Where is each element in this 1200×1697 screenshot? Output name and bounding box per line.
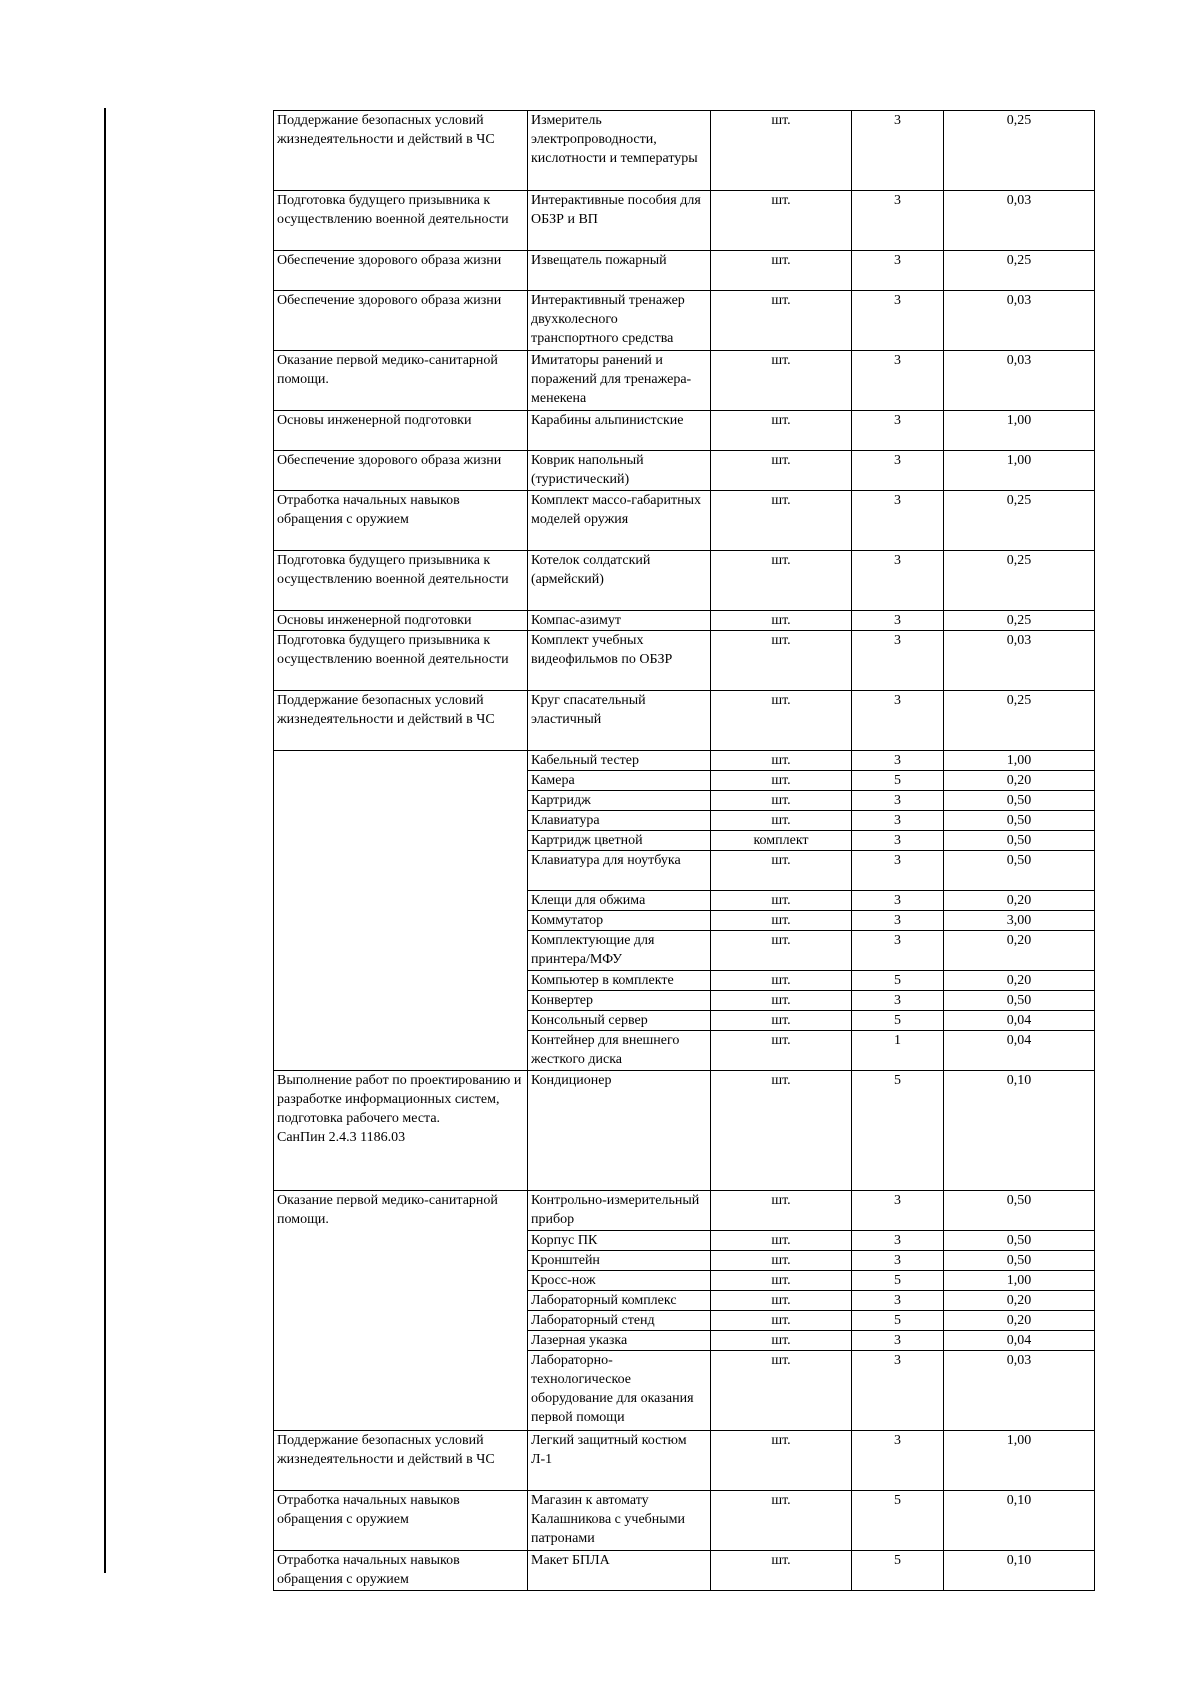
value-cell: 0,20	[944, 771, 1095, 791]
topic-cell: Подготовка будущего призывника к осуществлению военной деятельности	[274, 631, 528, 691]
value-cell: 0,25	[944, 251, 1095, 291]
item-cell: Контейнер для внешнего жесткого диска	[528, 1031, 711, 1071]
value-cell: 3,00	[944, 911, 1095, 931]
item-cell: Комплект массо-габаритных моделей оружия	[528, 491, 711, 551]
item-cell: Комплект учебных видеофильмов по ОБЗР	[528, 631, 711, 691]
unit-cell: шт.	[711, 1491, 852, 1551]
topic-cell	[274, 1071, 528, 1191]
quantity-cell: 5	[852, 1071, 944, 1191]
value-cell: 0,04	[944, 1031, 1095, 1071]
unit-cell: шт.	[711, 631, 852, 691]
table-row	[274, 291, 1095, 351]
topic-cell: Обеспечение здорового образа жизни	[274, 291, 528, 351]
table-row	[274, 491, 1095, 551]
unit-cell: шт.	[711, 1071, 852, 1191]
table-row	[274, 551, 1095, 611]
quantity-cell: 5	[852, 771, 944, 791]
unit-cell: шт.	[711, 251, 852, 291]
quantity-cell: 5	[852, 1491, 944, 1551]
item-cell: Клещи для обжима	[528, 891, 711, 911]
unit-cell: шт.	[711, 111, 852, 191]
value-cell: 0,50	[944, 851, 1095, 891]
item-cell: Картридж цветной	[528, 831, 711, 851]
table-row	[274, 451, 1095, 491]
item-cell: Коммутатор	[528, 911, 711, 931]
unit-cell: шт.	[711, 971, 852, 991]
item-cell: Кондиционер	[528, 1071, 711, 1191]
value-cell: 0,10	[944, 1491, 1095, 1551]
value-cell: 0,50	[944, 831, 1095, 851]
item-cell: Легкий защитный костюм Л-1	[528, 1431, 711, 1491]
quantity-cell: 5	[852, 1271, 944, 1291]
value-cell: 0,50	[944, 811, 1095, 831]
unit-cell: шт.	[711, 1351, 852, 1431]
value-cell: 0,25	[944, 111, 1095, 191]
unit-cell: шт.	[711, 1251, 852, 1271]
table-row	[274, 191, 1095, 251]
value-cell: 0,50	[944, 791, 1095, 811]
quantity-cell: 3	[852, 991, 944, 1011]
value-cell: 0,03	[944, 631, 1095, 691]
table-row	[274, 351, 1095, 411]
value-cell: 0,04	[944, 1011, 1095, 1031]
quantity-cell: 3	[852, 891, 944, 911]
topic-cell: Поддержание безопасных условий жизнедеятельности и действий в ЧС	[274, 111, 528, 191]
value-cell: 0,50	[944, 991, 1095, 1011]
topic-cell: Основы инженерной подготовки	[274, 611, 528, 631]
value-cell: 1,00	[944, 751, 1095, 771]
value-cell: 0,20	[944, 891, 1095, 911]
topic-cell: Подготовка будущего призывника к осуществлению военной деятельности	[274, 191, 528, 251]
unit-cell: шт.	[711, 931, 852, 971]
topic-cell: Поддержание безопасных условий жизнедеятельности и действий в ЧС	[274, 691, 528, 751]
topic-cell: Оказание первой медико-санитарной помощи.	[274, 1191, 528, 1431]
value-cell: 0,25	[944, 691, 1095, 751]
item-cell: Лазерная указка	[528, 1331, 711, 1351]
table-row	[274, 1491, 1095, 1551]
unit-cell: шт.	[711, 491, 852, 551]
item-cell: Кабельный тестер	[528, 751, 711, 771]
item-cell: Лабораторный комплекс	[528, 1291, 711, 1311]
quantity-cell: 3	[852, 491, 944, 551]
topic-cell	[274, 751, 528, 1071]
value-cell: 0,20	[944, 971, 1095, 991]
quantity-cell: 3	[852, 791, 944, 811]
unit-cell: шт.	[711, 611, 852, 631]
quantity-cell: 3	[852, 411, 944, 451]
quantity-cell: 3	[852, 1431, 944, 1491]
item-cell: Комплектующие для принтера/МФУ	[528, 931, 711, 971]
table-row	[274, 1191, 1095, 1231]
topic-cell: Оказание первой медико-санитарной помощи.	[274, 351, 528, 411]
unit-cell: комплект	[711, 831, 852, 851]
equipment-table	[273, 110, 1095, 1591]
item-cell: Лабораторно-технологическое оборудование для оказания первой помощи	[528, 1351, 711, 1431]
table-row	[274, 411, 1095, 451]
item-cell: Конвертер	[528, 991, 711, 1011]
unit-cell: шт.	[711, 1031, 852, 1071]
value-cell: 0,20	[944, 1311, 1095, 1331]
unit-cell: шт.	[711, 751, 852, 771]
value-cell: 0,03	[944, 291, 1095, 351]
unit-cell: шт.	[711, 451, 852, 491]
item-cell: Интерактивные пособия для ОБЗР и ВП	[528, 191, 711, 251]
value-cell: 0,10	[944, 1551, 1095, 1591]
item-cell: Котелок солдатский (армейский)	[528, 551, 711, 611]
item-cell: Лабораторный стенд	[528, 1311, 711, 1331]
topic-cell: Основы инженерной подготовки	[274, 411, 528, 451]
value-cell: 0,50	[944, 1251, 1095, 1271]
unit-cell: шт.	[711, 291, 852, 351]
table-row	[274, 251, 1095, 291]
unit-cell: шт.	[711, 1331, 852, 1351]
unit-cell: шт.	[711, 191, 852, 251]
quantity-cell: 3	[852, 111, 944, 191]
value-cell: 0,20	[944, 1291, 1095, 1311]
unit-cell: шт.	[711, 991, 852, 1011]
topic-cell: Отработка начальных навыков обращения с оружием	[274, 491, 528, 551]
unit-cell: шт.	[711, 771, 852, 791]
unit-cell: шт.	[711, 911, 852, 931]
unit-cell: шт.	[711, 1271, 852, 1291]
table-row	[274, 751, 1095, 771]
table-row	[274, 631, 1095, 691]
item-cell: Имитаторы ранений и поражений для тренажера-менекена	[528, 351, 711, 411]
item-cell: Коврик напольный (туристический)	[528, 451, 711, 491]
value-cell: 0,20	[944, 931, 1095, 971]
item-cell: Компас-азимут	[528, 611, 711, 631]
quantity-cell: 3	[852, 251, 944, 291]
quantity-cell: 3	[852, 551, 944, 611]
value-cell: 1,00	[944, 1431, 1095, 1491]
table-row	[274, 1431, 1095, 1491]
topic-cell: Обеспечение здорового образа жизни	[274, 451, 528, 491]
value-cell: 0,50	[944, 1231, 1095, 1251]
unit-cell: шт.	[711, 1551, 852, 1591]
quantity-cell: 3	[852, 1251, 944, 1271]
quantity-cell: 3	[852, 1351, 944, 1431]
quantity-cell: 3	[852, 451, 944, 491]
topic-cell: Обеспечение здорового образа жизни	[274, 251, 528, 291]
quantity-cell: 3	[852, 351, 944, 411]
quantity-cell: 3	[852, 291, 944, 351]
quantity-cell: 3	[852, 611, 944, 631]
item-cell: Клавиатура для ноутбука	[528, 851, 711, 891]
unit-cell: шт.	[711, 1291, 852, 1311]
quantity-cell: 3	[852, 811, 944, 831]
topic-cell: Подготовка будущего призывника к осуществлению военной деятельности	[274, 551, 528, 611]
table-row	[274, 691, 1095, 751]
quantity-cell: 3	[852, 911, 944, 931]
item-cell: Корпус ПК	[528, 1231, 711, 1251]
item-cell: Контрольно-измерительный прибор	[528, 1191, 711, 1231]
unit-cell: шт.	[711, 851, 852, 891]
item-cell: Измеритель электропроводности, кислотности и температуры	[528, 111, 711, 191]
item-cell: Кронштейн	[528, 1251, 711, 1271]
quantity-cell: 3	[852, 1191, 944, 1231]
unit-cell: шт.	[711, 1191, 852, 1231]
table-row	[274, 111, 1095, 191]
item-cell: Интерактивный тренажер двухколесного транспортного средства	[528, 291, 711, 351]
unit-cell: шт.	[711, 411, 852, 451]
quantity-cell: 5	[852, 1011, 944, 1031]
quantity-cell: 1	[852, 1031, 944, 1071]
table-row	[274, 1551, 1095, 1591]
value-cell: 1,00	[944, 411, 1095, 451]
item-cell: Макет БПЛА	[528, 1551, 711, 1591]
item-cell: Кросс-нож	[528, 1271, 711, 1291]
page-margin-line	[104, 108, 106, 1573]
value-cell: 0,04	[944, 1331, 1095, 1351]
unit-cell: шт.	[711, 551, 852, 611]
value-cell: 0,25	[944, 491, 1095, 551]
item-cell: Клавиатура	[528, 811, 711, 831]
topic-cell: Отработка начальных навыков обращения с оружием	[274, 1491, 528, 1551]
unit-cell: шт.	[711, 1311, 852, 1331]
quantity-cell: 3	[852, 631, 944, 691]
topic-cell: Поддержание безопасных условий жизнедеятельности и действий в ЧС	[274, 1431, 528, 1491]
item-cell: Компьютер в комплекте	[528, 971, 711, 991]
unit-cell: шт.	[711, 791, 852, 811]
value-cell: 1,00	[944, 451, 1095, 491]
unit-cell: шт.	[711, 1011, 852, 1031]
quantity-cell: 3	[852, 1231, 944, 1251]
table-row	[274, 1071, 1095, 1191]
item-cell: Камера	[528, 771, 711, 791]
item-cell: Карабины альпинистские	[528, 411, 711, 451]
unit-cell: шт.	[711, 351, 852, 411]
value-cell: 0,03	[944, 1351, 1095, 1431]
quantity-cell: 3	[852, 831, 944, 851]
quantity-cell: 3	[852, 851, 944, 891]
topic-note: СанПин 2.4.3 1186.03	[277, 1130, 406, 1145]
item-cell: Магазин к автомату Калашникова с учебными патронами	[528, 1491, 711, 1551]
quantity-cell: 5	[852, 1551, 944, 1591]
quantity-cell: 3	[852, 1331, 944, 1351]
value-cell: 0,03	[944, 351, 1095, 411]
quantity-cell: 5	[852, 971, 944, 991]
value-cell: 0,25	[944, 551, 1095, 611]
unit-cell: шт.	[711, 1231, 852, 1251]
unit-cell: шт.	[711, 891, 852, 911]
quantity-cell: 3	[852, 691, 944, 751]
topic-cell: Отработка начальных навыков обращения с оружием	[274, 1551, 528, 1591]
value-cell: 1,00	[944, 1271, 1095, 1291]
value-cell: 0,03	[944, 191, 1095, 251]
item-cell: Круг спасательный эластичный	[528, 691, 711, 751]
quantity-cell: 3	[852, 191, 944, 251]
table-row	[274, 611, 1095, 631]
item-cell: Консольный сервер	[528, 1011, 711, 1031]
item-cell: Извещатель пожарный	[528, 251, 711, 291]
quantity-cell: 3	[852, 1291, 944, 1311]
quantity-cell: 5	[852, 1311, 944, 1331]
unit-cell: шт.	[711, 1431, 852, 1491]
value-cell: 0,10	[944, 1071, 1095, 1191]
quantity-cell: 3	[852, 751, 944, 771]
value-cell: 0,50	[944, 1191, 1095, 1231]
topic-text: Выполнение работ по проектированию и разработке информационных систем, подготовка рабочего места.	[277, 1073, 522, 1126]
value-cell: 0,25	[944, 611, 1095, 631]
quantity-cell: 3	[852, 931, 944, 971]
unit-cell: шт.	[711, 691, 852, 751]
unit-cell: шт.	[711, 811, 852, 831]
item-cell: Картридж	[528, 791, 711, 811]
